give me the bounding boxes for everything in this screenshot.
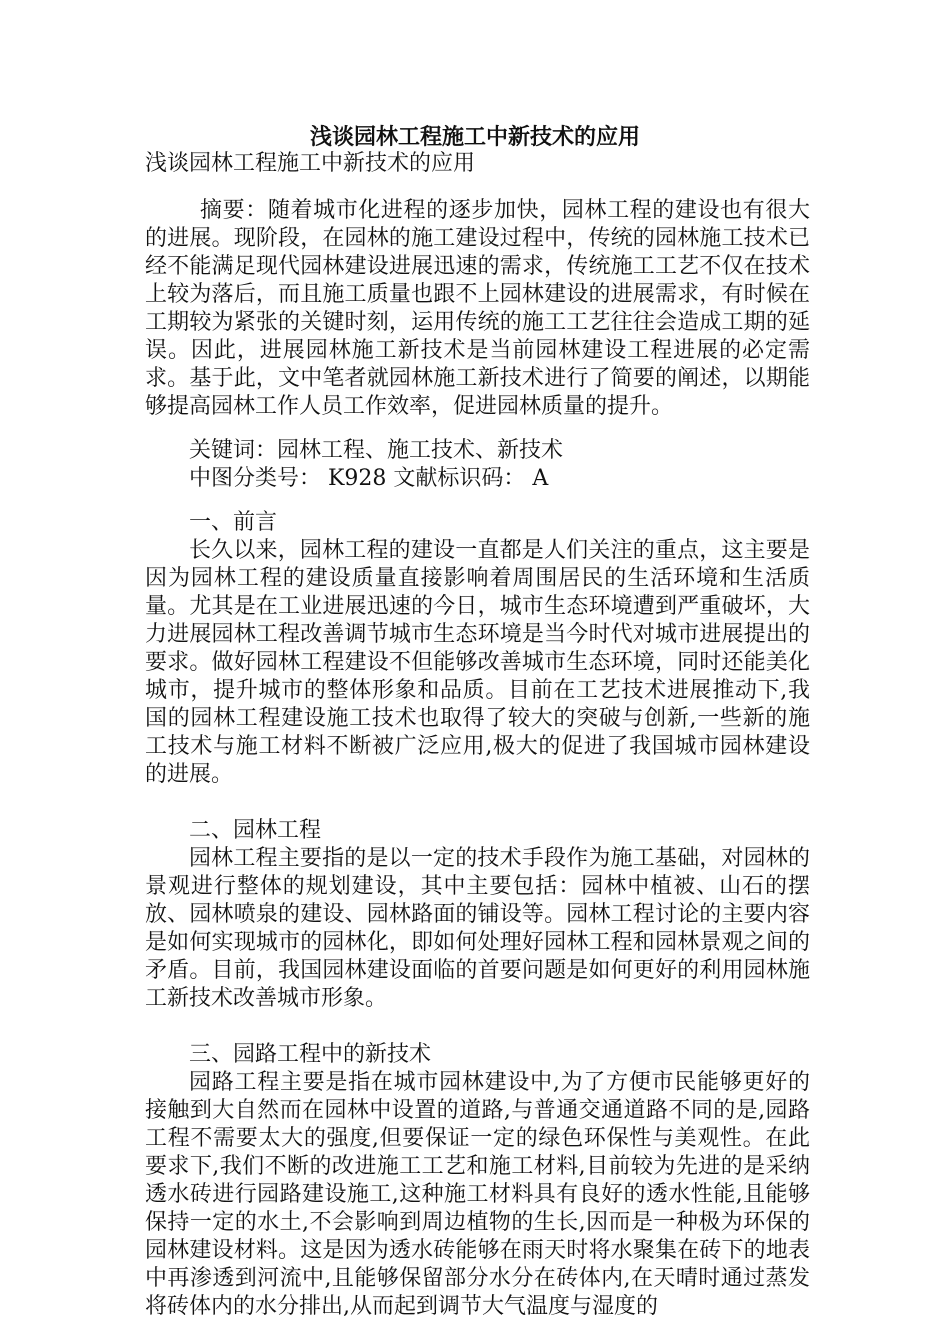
section-heading-preface: 一、前言 (189, 510, 278, 535)
spacer (145, 789, 810, 817)
keywords-line: 关键词：园林工程、施工技术、新技术 (189, 438, 564, 463)
classification-line: 中图分类号： K928 文献标识码： A (189, 466, 549, 491)
section-paragraph-preface: 长久以来，园林工程的建设一直都是人们关注的重点，这主要是因为园林工程的建设质量直接影响着周围居民的生活环境和生活质量。尤其是在工业进展迅速的今日，城市生态环境遭到严重破坏，大力进展园林工程改善调节城市生态环境是当今时代对城市进展提出的要求。做好园林工程建设不但能够改善城市生态环境，同时还能美化城市，提升城市的整体形象和品质。目前在工艺技术进展推动下,我国的园林工程建设施工技术也取得了较大的突破与创新,一些新的施工技术与施工材料不断被广泛应用,极大的促进了我国城市园林建设的进展。 (145, 538, 810, 787)
spacer (145, 421, 810, 437)
section-paragraph-landscape-engineering: 园林工程主要指的是以一定的技术手段作为施工基础，对园林的景观进行整体的规划建设，其中主要包括：园林中植被、山石的摆放、园林喷泉的建设、园林路面的铺设等。园林工程讨论的主要内容是如何实现城市的园林化，即如何处理好园林工程和园林景观之间的矛盾。目前，我国园林建设面临的首要问题是如何更好的利用园林施工新技术改善城市形象。 (145, 846, 810, 1011)
spacer (145, 1013, 810, 1041)
document-body (145, 197, 810, 1321)
section-heading-garden-path: 三、园路工程中的新技术 (189, 1042, 432, 1067)
document-title: 浅谈园林工程施工中新技术的应用 (309, 124, 640, 150)
abstract-paragraph: 摘要：随着城市化进程的逐步加快，园林工程的建设也有很大的进展。现阶段，在园林的施工建设过程中，传统的园林施工技术已经不能满足现代园林建设进展迅速的需求，传统施工工艺不仅在技术上较为落后，而且施工质量也跟不上园林建设的进展需求，有时候在工期较为紧张的关键时刻，运用传统的施工工艺往往会造成工期的延误。因此，进展园林施工新技术是当前园林建设工程进展的必定需求。基于此，文中笔者就园林施工新技术进行了简要的阐述，以期能够提高园林工作人员工作效率，促进园林质量的提升。 (145, 198, 810, 419)
section-paragraph-garden-path: 园路工程主要是指在城市园林建设中,为了方便市民能够更好的接触到大自然而在园林中设置的道路,与普通交通道路不同的是,园路工程不需要太大的强度,但要保证一定的绿色环保性与美观性。在此要求下,我们不断的改进施工工艺和施工材料,目前较为先进的是采纳透水砖进行园路建设施工,这种施工材料具有良好的透水性能,且能够保持一定的水土,不会影响到周边植物的生长,因而是一种极为环保的园林建设材料。这是因为透水砖能够在雨天时将水聚集在砖下的地表中再渗透到河流中,且能够保留部分水分在砖体内,在天晴时通过蒸发将砖体内的水分排出,从而起到调节大气温度与湿度的 (145, 1070, 810, 1319)
section-heading-landscape-engineering: 二、园林工程 (189, 818, 322, 843)
document-subtitle: 浅谈园林工程施工中新技术的应用 (145, 151, 476, 176)
spacer (145, 493, 810, 509)
